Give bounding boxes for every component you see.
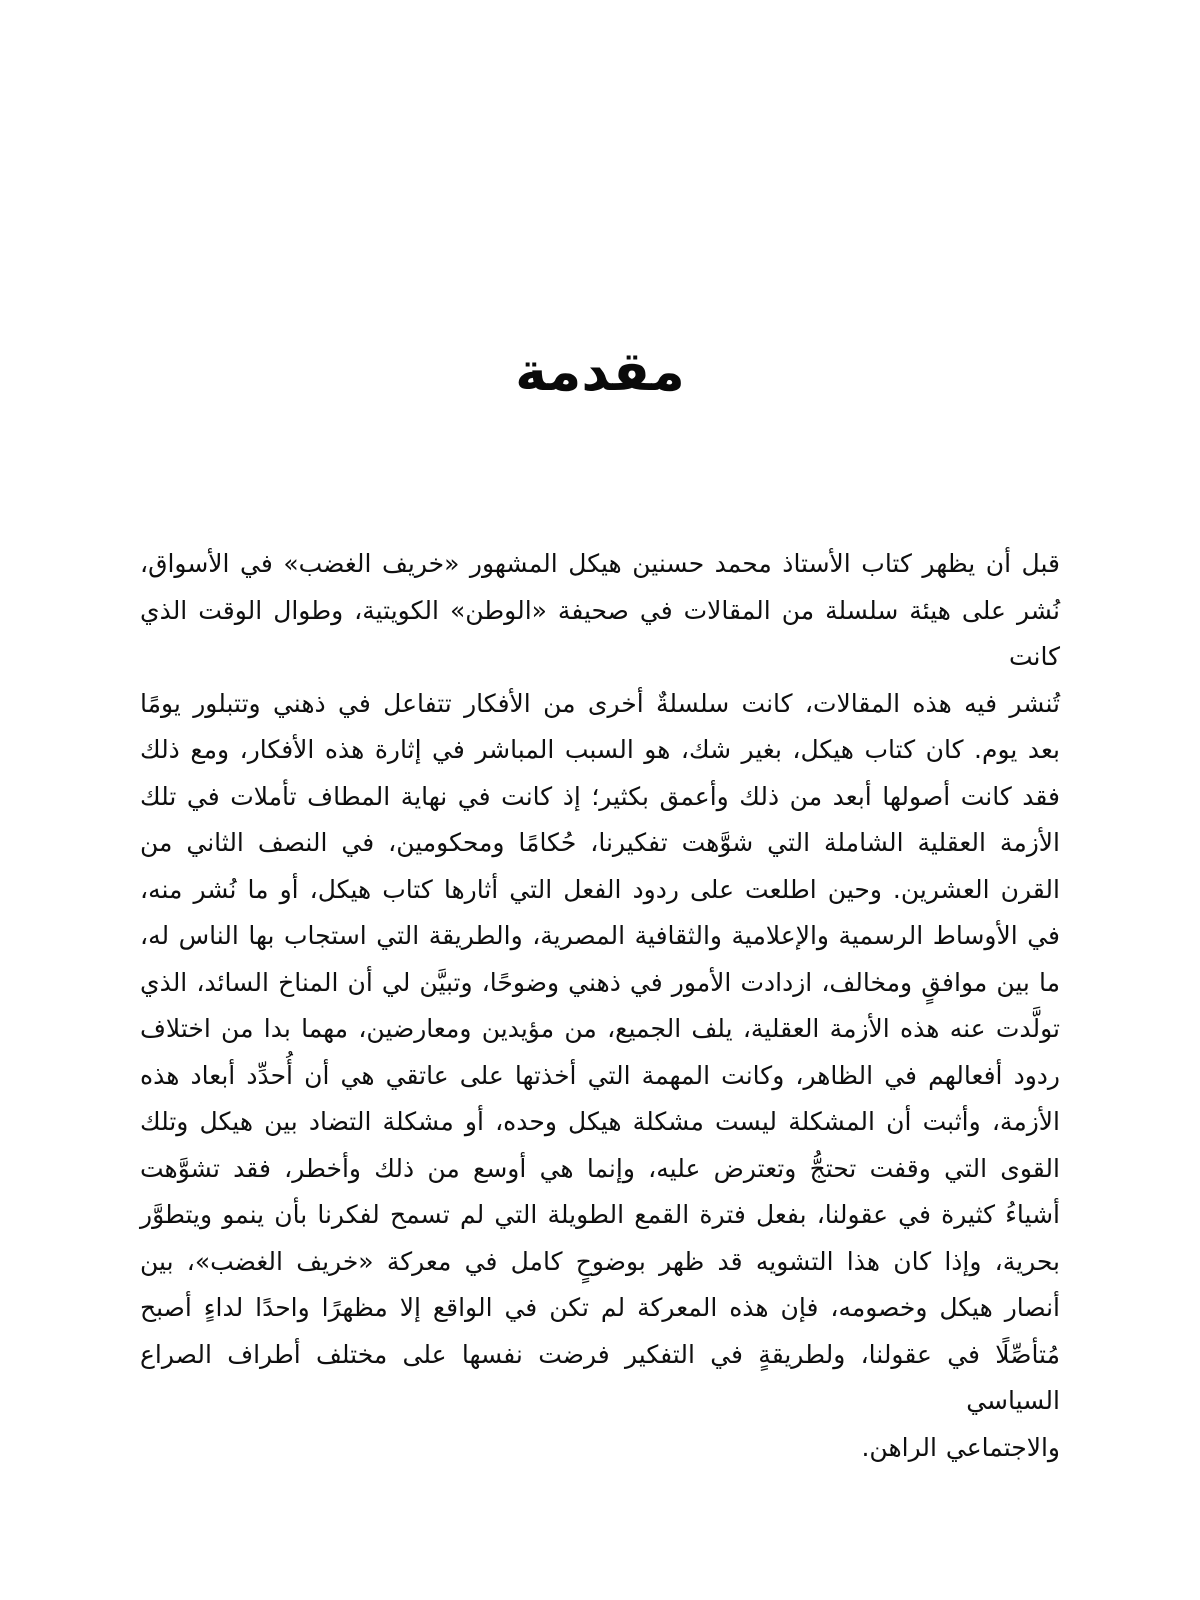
paragraph-line: تولَّدت عنه هذه الأزمة العقلية، يلف الجميع، من مؤيدين ومعارضين، مهما بدا من اختلاف	[140, 1014, 1060, 1043]
paragraph-line: نُشر على هيئة سلسلة من المقالات في صحيفة «الوطن» الكويتية، وطوال الوقت الذي كانت	[140, 595, 1060, 671]
paragraph-line: القرن العشرين. وحين اطلعت على ردود الفعل التي أثارها كتاب هيكل، أو ما نُشر منه،	[140, 874, 1060, 904]
paragraph-line: الأزمة العقلية الشاملة التي شوَّهت تفكيرنا، حُكامًا ومحكومين، في النصف الثاني من	[140, 828, 1060, 857]
paragraph-line: تُنشر فيه هذه المقالات، كانت سلسلةٌ أخرى من الأفكار تتفاعل في ذهني وتتبلور يومًا	[140, 688, 1060, 718]
paragraph-line: القوى التي وقفت تحتجُّ وتعترض عليه، وإنما هي أوسع من ذلك وأخطر، فقد تشوَّهت	[140, 1153, 1060, 1183]
paragraph-line: بحرية، وإذا كان هذا التشويه قد ظهر بوضوحٍ كامل في معركة «خريف الغضب»، بين	[140, 1246, 1060, 1276]
paragraph-line: أنصار هيكل وخصومه، فإن هذه المعركة لم تكن في الواقع إلا مظهرًا واحدًا لداءٍ أصبح	[140, 1293, 1060, 1322]
paragraph-line: في الأوساط الرسمية والإعلامية والثقافية المصرية، والطريقة التي استجاب بها الناس له،	[140, 921, 1060, 950]
paragraph-line: ما بين موافقٍ ومخالف، ازدادت الأمور في ذهني وضوحًا، وتبيَّن لي أن المناخ السائد، الذي	[140, 967, 1060, 997]
paragraph-line: أشياءُ كثيرة في عقولنا، بفعل فترة القمع الطويلة التي لم تسمح لفكرنا بأن ينمو ويتطوَّر	[140, 1200, 1060, 1229]
paragraph-line: قبل أن يظهر كتاب الأستاذ محمد حسنين هيكل المشهور «خريف الغضب» في الأسواق،	[140, 549, 1060, 578]
chapter-body	[140, 541, 1060, 1471]
paragraph-line-last: والاجتماعي الراهن.	[861, 1432, 1060, 1462]
paragraph-line: الأزمة، وأثبت أن المشكلة ليست مشكلة هيكل وحده، أو مشكلة التضاد بين هيكل وتلك	[140, 1107, 1060, 1136]
paragraph-line: بعد يوم. كان كتاب هيكل، بغير شك، هو السبب المباشر في إثارة هذه الأفكار، ومع ذلك	[140, 735, 1060, 764]
chapter-title: مقدمة	[515, 340, 685, 403]
paragraph-line: ردود أفعالهم في الظاهر، وكانت المهمة التي أخذتها على عاتقي هي أن أُحدِّد أبعاد هذه	[140, 1060, 1060, 1090]
paragraph-line: فقد كانت أصولها أبعد من ذلك وأعمق بكثير؛ إذ كانت في نهاية المطاف تأملات في تلك	[140, 781, 1060, 811]
paragraph-line: مُتأصِّلًا في عقولنا، ولطريقةٍ في التفكير فرضت نفسها على مختلف أطراف الصراع السياسي	[140, 1339, 1060, 1415]
